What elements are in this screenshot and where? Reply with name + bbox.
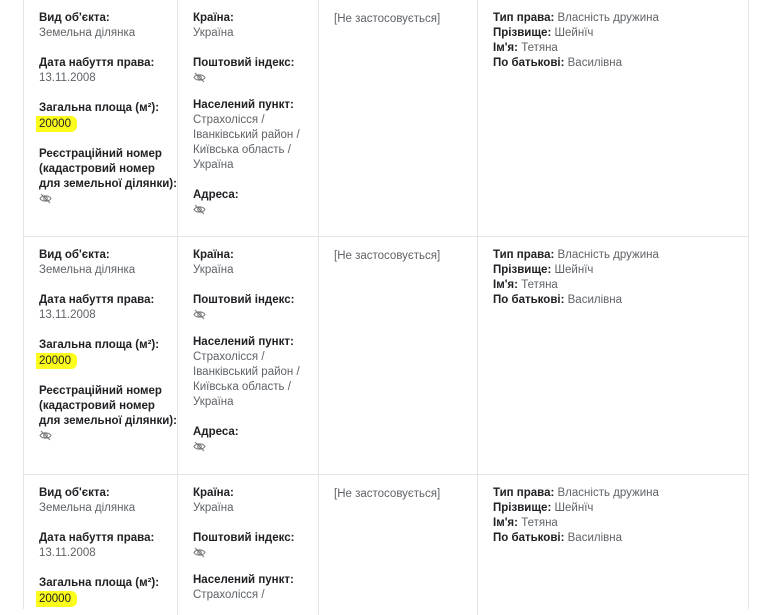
- total-area-label: Загальна площа (м²):: [39, 577, 160, 589]
- first-name-value: Тетяна: [521, 42, 558, 54]
- postal-index-label: Поштовий індекс:: [193, 532, 295, 544]
- locality-label: Населений пункт:: [193, 99, 294, 111]
- acquired-date-value: 13.11.2008: [39, 309, 96, 321]
- object-type-label: Вид об'єкта:: [39, 487, 110, 499]
- country-label: Країна:: [193, 12, 234, 24]
- cadastral-label: Реєстраційний номер (кадастровий номер для земельної ділянки):: [39, 148, 177, 190]
- first-name-label: Ім'я:: [493, 279, 518, 291]
- patronymic-label: По батькові:: [493, 294, 565, 306]
- owner-column: [478, 237, 748, 474]
- locality-label: Населений пункт:: [193, 574, 294, 586]
- postal-index-label: Поштовий індекс:: [193, 294, 295, 306]
- patronymic-value: Василівна: [567, 57, 622, 69]
- not-applicable-text: [Не застосовується]: [334, 250, 441, 262]
- first-name-value: Тетяна: [521, 279, 558, 291]
- property-table: [23, 0, 749, 609]
- patronymic-label: По батькові:: [493, 532, 565, 544]
- location-column: [178, 475, 319, 615]
- not-applicable-text: [Не застосовується]: [334, 13, 441, 25]
- total-area-label: Загальна площа (м²):: [39, 339, 160, 351]
- acquired-date-value: 13.11.2008: [39, 72, 96, 84]
- total-area-label: Загальна площа (м²):: [39, 102, 160, 114]
- not-applicable-text: [Не застосовується]: [334, 488, 441, 500]
- surname-label: Прізвище:: [493, 264, 552, 276]
- not-applicable-column: [319, 475, 478, 615]
- table-row: [24, 237, 748, 475]
- address-label: Адреса:: [193, 189, 239, 201]
- total-area-value: 20000: [36, 353, 77, 369]
- first-name-value: Тетяна: [521, 517, 558, 529]
- surname-value: Шейнїч: [554, 502, 594, 514]
- cadastral-label: Реєстраційний номер (кадастровий номер для земельної ділянки):: [39, 385, 177, 427]
- object-column: [24, 0, 178, 236]
- right-type-value: Власність дружина: [557, 12, 659, 24]
- eye-slash-icon: [193, 547, 206, 558]
- first-name-label: Ім'я:: [493, 42, 518, 54]
- acquired-date-label: Дата набуття права:: [39, 532, 155, 544]
- postal-index-label: Поштовий індекс:: [193, 57, 295, 69]
- surname-value: Шейнїч: [554, 264, 594, 276]
- total-area-value: 20000: [36, 116, 77, 132]
- country-label: Країна:: [193, 487, 234, 499]
- eye-slash-icon: [39, 430, 52, 441]
- eye-slash-icon: [193, 309, 206, 320]
- first-name-label: Ім'я:: [493, 517, 518, 529]
- owner-column: [478, 475, 748, 615]
- object-type-value: Земельна ділянка: [39, 27, 136, 39]
- right-type-value: Власність дружина: [557, 487, 659, 499]
- eye-slash-icon: [193, 204, 206, 215]
- country-value: Україна: [193, 264, 234, 276]
- object-type-value: Земельна ділянка: [39, 264, 136, 276]
- acquired-date-label: Дата набуття права:: [39, 57, 155, 69]
- country-value: Україна: [193, 27, 234, 39]
- acquired-date-label: Дата набуття права:: [39, 294, 155, 306]
- country-label: Країна:: [193, 249, 234, 261]
- location-column: [178, 0, 319, 236]
- patronymic-label: По батькові:: [493, 57, 565, 69]
- not-applicable-column: [319, 0, 478, 236]
- locality-value: Страхолісся / Іванківський район / Київська область / Україна: [193, 351, 300, 408]
- eye-slash-icon: [39, 193, 52, 204]
- patronymic-value: Василівна: [567, 294, 622, 306]
- total-area-value: 20000: [36, 591, 77, 607]
- object-column: [24, 475, 178, 615]
- object-type-value: Земельна ділянка: [39, 502, 136, 514]
- patronymic-value: Василівна: [567, 532, 622, 544]
- address-label: Адреса:: [193, 426, 239, 438]
- eye-slash-icon: [193, 441, 206, 452]
- object-column: [24, 237, 178, 474]
- right-type-value: Власність дружина: [557, 249, 659, 261]
- object-type-label: Вид об'єкта:: [39, 12, 110, 24]
- right-type-label: Тип права:: [493, 249, 555, 261]
- table-row: [24, 0, 748, 237]
- locality-label: Населений пункт:: [193, 336, 294, 348]
- eye-slash-icon: [193, 72, 206, 83]
- not-applicable-column: [319, 237, 478, 474]
- locality-value: Страхолісся / Іванківський район / Київська область / Україна: [193, 114, 300, 171]
- surname-value: Шейнїч: [554, 27, 594, 39]
- right-type-label: Тип права:: [493, 12, 555, 24]
- locality-value: Страхолісся /: [193, 589, 265, 601]
- object-type-label: Вид об'єкта:: [39, 249, 110, 261]
- location-column: [178, 237, 319, 474]
- owner-column: [478, 0, 748, 236]
- country-value: Україна: [193, 502, 234, 514]
- surname-label: Прізвище:: [493, 27, 552, 39]
- acquired-date-value: 13.11.2008: [39, 547, 96, 559]
- surname-label: Прізвище:: [493, 502, 552, 514]
- table-row: [24, 475, 748, 615]
- right-type-label: Тип права:: [493, 487, 555, 499]
